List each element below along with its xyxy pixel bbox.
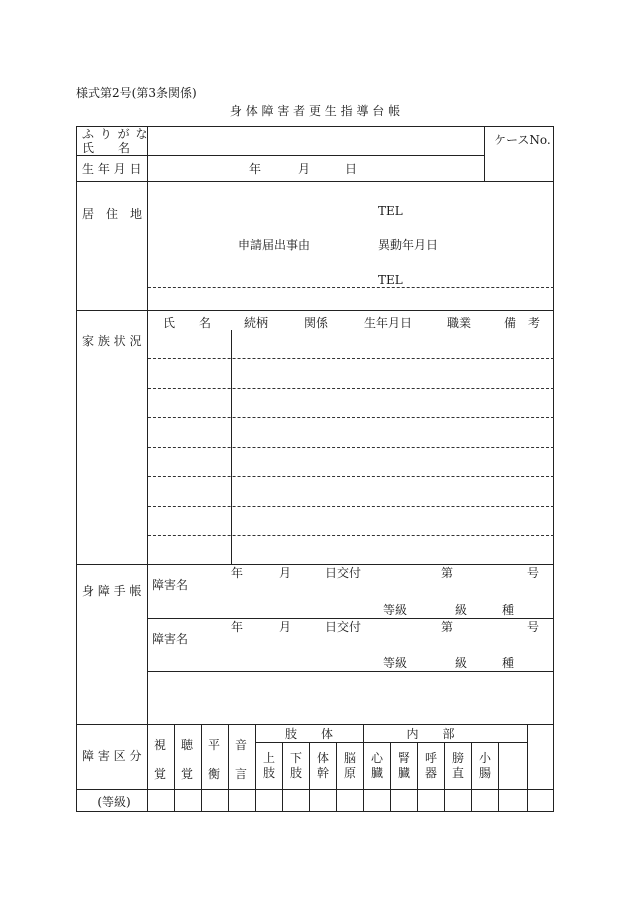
rule (228, 724, 229, 812)
sensory-vision-top: 視 (154, 738, 167, 752)
sensory-speech-top: 音 (235, 738, 248, 752)
furigana-label: ふ り が な (82, 127, 149, 141)
rule (336, 742, 337, 812)
handbook-number-suffix: 号 (527, 620, 540, 634)
tel-label-2: TEL (378, 273, 403, 287)
birth-date-label: 生 年 月 日 (82, 162, 142, 176)
type-unit: 種 (502, 603, 515, 617)
internal-heart: 心臓 (370, 751, 383, 780)
type-unit: 種 (502, 656, 515, 670)
page-title: 身 体 障 害 者 更 生 指 導 台 帳 (229, 104, 401, 118)
rule (282, 742, 283, 812)
family-col-name: 氏 名 (163, 316, 212, 330)
dashed-rule (148, 447, 554, 448)
handbook-number-suffix: 号 (527, 566, 540, 580)
issue-month-unit: 月 (279, 566, 292, 580)
internal-respiratory: 呼器 (424, 751, 437, 780)
handbook-label: 身 障 手 帳 (82, 584, 142, 598)
issue-day-unit: 日交付 (325, 566, 362, 580)
birth-day-unit: 日 (345, 162, 358, 176)
internal-bladder-rectum: 膀直 (451, 751, 464, 780)
rule (498, 742, 499, 812)
category-label: 障 害 区 分 (82, 749, 142, 763)
tel-label: TEL (378, 204, 403, 218)
family-col-relationship: 関係 (304, 316, 329, 330)
rule (484, 126, 485, 182)
dashed-rule (148, 535, 554, 536)
grade-unit: 級 (455, 603, 468, 617)
issue-month-unit: 月 (279, 620, 292, 634)
sensory-vision-bottom: 覚 (154, 767, 167, 781)
grade-unit: 級 (455, 656, 468, 670)
limb-upper: 上肢 (262, 751, 275, 780)
dashed-rule (148, 506, 554, 507)
sensory-hearing-top: 聴 (181, 738, 194, 752)
family-label: 家 族 状 況 (82, 334, 142, 348)
dashed-rule (148, 358, 554, 359)
limb-cerebral: 脳原 (343, 751, 356, 780)
dashed-rule (148, 388, 554, 389)
family-col-remarks: 備 考 (504, 316, 541, 330)
case-number-label: ケースNo. (494, 133, 551, 147)
family-col-relation: 続柄 (244, 316, 269, 330)
grade-label: 等級 (383, 603, 408, 617)
disability-name-label: 障害名 (152, 578, 189, 592)
limb-header: 肢 体 (284, 727, 333, 741)
residence-label: 居 住 地 (82, 207, 143, 221)
birth-month-unit: 月 (298, 162, 311, 176)
handbook-number-prefix: 第 (441, 566, 454, 580)
internal-kidney: 腎臓 (397, 751, 410, 780)
rule (527, 724, 528, 812)
rule (201, 724, 202, 812)
rule (148, 671, 554, 672)
rule (148, 618, 554, 619)
rule (309, 742, 310, 812)
sensory-balance-bottom: 衡 (208, 767, 221, 781)
internal-header: 内 部 (406, 727, 455, 741)
limb-trunk: 体幹 (316, 751, 329, 780)
grade-row-label: (等級) (97, 795, 131, 809)
rule (390, 742, 391, 812)
birth-year-unit: 年 (249, 162, 262, 176)
disability-name-label: 障害名 (152, 632, 189, 646)
sensory-speech-bottom: 言 (235, 767, 248, 781)
family-col-occupation: 職業 (447, 316, 472, 330)
application-reason-label: 申請届出事由 (238, 238, 311, 252)
rule (76, 155, 484, 156)
issue-year-unit: 年 (231, 566, 244, 580)
internal-small-intestine: 小腸 (478, 751, 491, 780)
rule (471, 742, 472, 812)
name-label (82, 141, 142, 155)
family-col-birthdate: 生年月日 (364, 316, 413, 330)
name-label-text: 氏 名 (82, 141, 131, 155)
sensory-balance-top: 平 (208, 738, 221, 752)
issue-year-unit: 年 (231, 620, 244, 634)
rule (255, 742, 528, 743)
limb-lower: 下肢 (289, 751, 302, 780)
change-date-label: 異動年月日 (378, 238, 439, 252)
rule (444, 742, 445, 812)
dashed-rule (148, 476, 554, 477)
rule (147, 126, 148, 812)
rule (174, 724, 175, 812)
form-number: 様式第2号(第3条関係) (76, 86, 197, 100)
sensory-hearing-bottom: 覚 (181, 767, 194, 781)
grade-label: 等級 (383, 656, 408, 670)
handbook-number-prefix: 第 (441, 620, 454, 634)
rule (417, 742, 418, 812)
issue-day-unit: 日交付 (325, 620, 362, 634)
dashed-rule (148, 287, 554, 288)
dashed-rule (148, 417, 554, 418)
